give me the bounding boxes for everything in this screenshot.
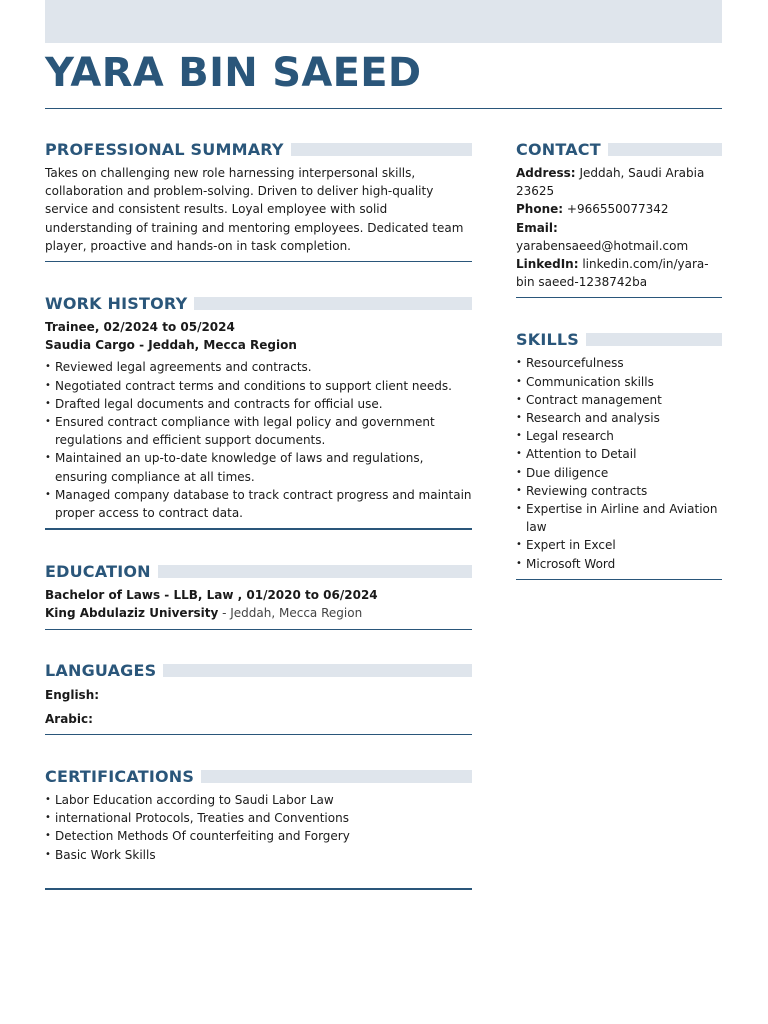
skills-header: [516, 330, 722, 348]
languages-section: [45, 662, 472, 735]
section-divider: [45, 528, 472, 530]
summary-title: PROFESSIONAL SUMMARY: [45, 139, 284, 159]
section-divider: [45, 734, 472, 735]
linkedin-label: LinkedIn:: [516, 257, 579, 272]
list-item: • Contract management: [516, 391, 722, 409]
section-divider: [45, 261, 472, 262]
list-item: • Detection Methods Of counterfeiting and Forgery: [45, 827, 472, 845]
list-item: • Labor Education according to Saudi Labor Law: [45, 791, 472, 809]
contact-title: CONTACT: [516, 139, 601, 159]
education-header: [45, 562, 472, 580]
section-bar: [194, 297, 472, 310]
section-bar: [586, 333, 722, 346]
education-degree: Bachelor of Laws - LLB, Law , 01/2020 to 06/2024: [45, 588, 378, 603]
language-english: English:: [45, 687, 100, 702]
job-role: Trainee, 02/2024 to 05/2024: [45, 320, 235, 335]
section-bar: [608, 143, 722, 156]
list-item: • Due diligence: [516, 464, 722, 482]
contact-section: [516, 140, 722, 298]
section-divider: [45, 629, 472, 630]
list-item: • Expertise in Airline and Aviation law: [516, 500, 722, 536]
skills-title: SKILLS: [516, 329, 579, 349]
section-divider: [516, 579, 722, 580]
skills-list: [516, 354, 722, 572]
languages-header: [45, 662, 472, 680]
section-bar: [158, 565, 472, 578]
address-value: Jeddah, Saudi Arabia 23625: [516, 166, 705, 199]
work-title: WORK HISTORY: [45, 293, 188, 313]
list-item: • Basic Work Skills: [45, 846, 472, 864]
phone-label: Phone:: [516, 202, 564, 217]
contact-address: [516, 164, 722, 200]
main-column: [45, 140, 472, 890]
list-item: • Expert in Excel: [516, 536, 722, 554]
education-school-line: [45, 604, 472, 622]
candidate-name: YARA BIN SAEED: [45, 50, 422, 96]
job-company: Saudia Cargo - Jeddah, Mecca Region: [45, 338, 297, 353]
skills-section: [516, 330, 722, 579]
list-item: • Microsoft Word: [516, 555, 722, 573]
work-header: [45, 294, 472, 312]
list-item: • Attention to Detail: [516, 445, 722, 463]
list-item: • Reviewing contracts: [516, 482, 722, 500]
sidebar-column: [516, 140, 722, 580]
list-item: • Drafted legal documents and contracts for official use.: [45, 395, 472, 413]
name-divider: [45, 108, 722, 109]
certifications-list: [45, 791, 472, 864]
list-item: • Research and analysis: [516, 409, 722, 427]
language-arabic: Arabic:: [45, 711, 93, 726]
education-school: King Abdulaziz University: [45, 606, 219, 621]
summary-header: [45, 140, 472, 158]
list-item: • Resourcefulness: [516, 354, 722, 372]
summary-text: Takes on challenging new role harnessing interpersonal skills, collaboration and problem-solving. Driven to deliver high-quality service and consistent results. Loyal employee with solid understanding of training and mentoring employees. Dedicated team player, proactive and hands-on in task completion.: [45, 166, 464, 253]
contact-phone: [516, 200, 722, 218]
section-divider: [45, 888, 472, 890]
list-item: • Ensured contract compliance with legal policy and government regulations and efficient support documents.: [45, 413, 472, 449]
contact-linkedin: [516, 255, 722, 291]
email-link[interactable]: yarabensaeed@hotmail.com: [516, 238, 689, 253]
list-item: • international Protocols, Treaties and Conventions: [45, 809, 472, 827]
section-bar: [163, 664, 472, 677]
contact-header: [516, 140, 722, 158]
list-item: • Maintained an up-to-date knowledge of laws and regulations, ensuring compliance at all times.: [45, 449, 472, 485]
list-item: • Communication skills: [516, 373, 722, 391]
certifications-title: CERTIFICATIONS: [45, 766, 195, 786]
certifications-section: [45, 767, 472, 890]
email-label: Email:: [516, 220, 558, 235]
education-location: - Jeddah, Mecca Region: [218, 606, 363, 621]
linkedin-link[interactable]: linkedin.com/in/yara-bin saeed-1238742ba: [516, 257, 709, 290]
address-label: Address:: [516, 166, 576, 180]
summary-section: [45, 140, 472, 262]
certifications-header: [45, 767, 472, 785]
list-item: • Negotiated contract terms and conditions to support client needs.: [45, 377, 472, 395]
section-bar: [291, 143, 472, 156]
phone-value[interactable]: +966550077342: [566, 202, 669, 217]
languages-title: LANGUAGES: [45, 661, 157, 681]
section-bar: [201, 770, 472, 783]
list-item: • Reviewed legal agreements and contracts.: [45, 358, 472, 376]
work-duties-list: [45, 358, 472, 522]
list-item: • Managed company database to track contract progress and maintain proper access to contract data.: [45, 486, 472, 522]
education-section: [45, 562, 472, 629]
list-item: • Legal research: [516, 427, 722, 445]
work-section: [45, 294, 472, 530]
education-title: EDUCATION: [45, 561, 151, 581]
contact-email: [516, 219, 722, 255]
header-band: [45, 0, 722, 43]
section-divider: [516, 297, 722, 298]
